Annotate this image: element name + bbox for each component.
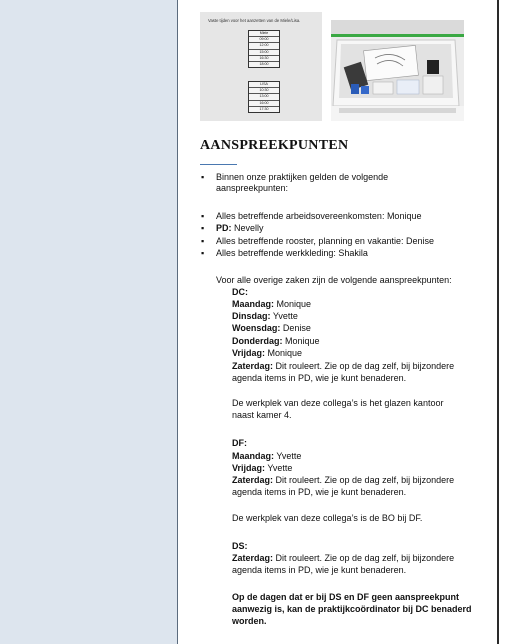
intro-line-1: Binnen onze praktijken gelden de volgende bbox=[216, 172, 389, 182]
lisa-table bbox=[248, 81, 280, 113]
drawer-photo bbox=[331, 20, 464, 121]
miele-table-title: Miele bbox=[249, 31, 279, 37]
miele-time: 15:00 bbox=[249, 50, 279, 56]
closing-line-1: Op de dagen dat er bij DS en DF geen aanspreekpunt bbox=[232, 592, 460, 602]
df-day-row: Maandag: Yvette bbox=[232, 451, 302, 461]
intro-line-2: aanspreekpunten: bbox=[216, 183, 289, 193]
lisa-time: 17:30 bbox=[259, 106, 269, 111]
dc-label: DC: bbox=[232, 287, 248, 297]
miele-time: 16:30 bbox=[249, 56, 279, 62]
bullet-item: PD: Nevelly bbox=[216, 223, 264, 233]
dc-day-row: Vrijdag: Monique bbox=[232, 348, 303, 358]
dc-day-row: Dinsdag: Yvette bbox=[232, 311, 298, 321]
bullet-marker: ▪ bbox=[201, 236, 205, 246]
lisa-table-title: LISA bbox=[249, 82, 279, 88]
bullet-marker: ▪ bbox=[201, 211, 205, 221]
df-day-row: Zaterdag: Dit rouleert. Zie op de dag zelf, bij bijzondere bbox=[232, 475, 455, 485]
page-right-border bbox=[497, 0, 499, 644]
drawer-illustration bbox=[331, 20, 464, 121]
schedule-caption: Vaste tijden voor het aanzetten van de Miele/Lisa. bbox=[208, 18, 301, 23]
dc-day-row: Woensdag: Denise bbox=[232, 323, 311, 333]
df-zaterdag-cont: agenda items in PD, wie je kunt benaderen. bbox=[232, 487, 407, 497]
miele-time: 12:00 bbox=[249, 43, 279, 49]
dc-day-row: Donderdag: Monique bbox=[232, 336, 320, 346]
lisa-time: 13:00 bbox=[249, 94, 279, 100]
bullet-item: Alles betreffende rooster, planning en vakantie: Denise bbox=[216, 236, 434, 246]
bullet-item: Alles betreffende werkkleding: Shakila bbox=[216, 248, 368, 258]
bullet-item: Alles betreffende arbeidsovereenkomsten: Monique bbox=[216, 211, 422, 221]
df-day-row: Vrijdag: Yvette bbox=[232, 463, 293, 473]
section-heading: AANSPREEKPUNTEN bbox=[200, 138, 349, 153]
df-label: DF: bbox=[232, 438, 247, 448]
df-werkplek: De werkplek van deze collega’s is de BO bij DF. bbox=[232, 513, 423, 523]
heading-underline bbox=[200, 164, 237, 165]
ds-day-row: Zaterdag: Dit rouleert. Zie op de dag zelf, bij bijzondere bbox=[232, 553, 455, 563]
ds-zaterdag-cont: agenda items in PD, wie je kunt benaderen. bbox=[232, 565, 407, 575]
miele-time: 18:00 bbox=[259, 61, 269, 66]
dc-werkplek-2: naast kamer 4. bbox=[232, 410, 292, 420]
sidebar-panel bbox=[0, 0, 178, 644]
closing-line-2: aanwezig is, kan de praktijkcoördinator bij DC benaderd bbox=[232, 604, 472, 614]
schedule-photo bbox=[200, 12, 322, 121]
lisa-time: 16:00 bbox=[249, 101, 279, 107]
closing-line-3: worden. bbox=[232, 616, 267, 626]
dc-day-row: Zaterdag: Dit rouleert. Zie op de dag zelf, bij bijzondere bbox=[232, 361, 455, 371]
miele-time: 09:00 bbox=[249, 37, 279, 43]
dc-day-row: Maandag: Monique bbox=[232, 299, 312, 309]
dc-werkplek-1: De werkplek van deze collega’s is het glazen kantoor bbox=[232, 398, 444, 408]
lisa-time: 10:30 bbox=[249, 88, 279, 94]
overige-intro: Voor alle overige zaken zijn de volgende aanspreekpunten: bbox=[216, 275, 452, 285]
bullet-marker: ▪ bbox=[201, 172, 205, 182]
miele-table bbox=[248, 30, 280, 68]
bullet-marker: ▪ bbox=[201, 248, 205, 258]
bullet-marker: ▪ bbox=[201, 223, 205, 233]
dc-zaterdag-cont: agenda items in PD, wie je kunt benaderen. bbox=[232, 373, 407, 383]
ds-label: DS: bbox=[232, 541, 248, 551]
